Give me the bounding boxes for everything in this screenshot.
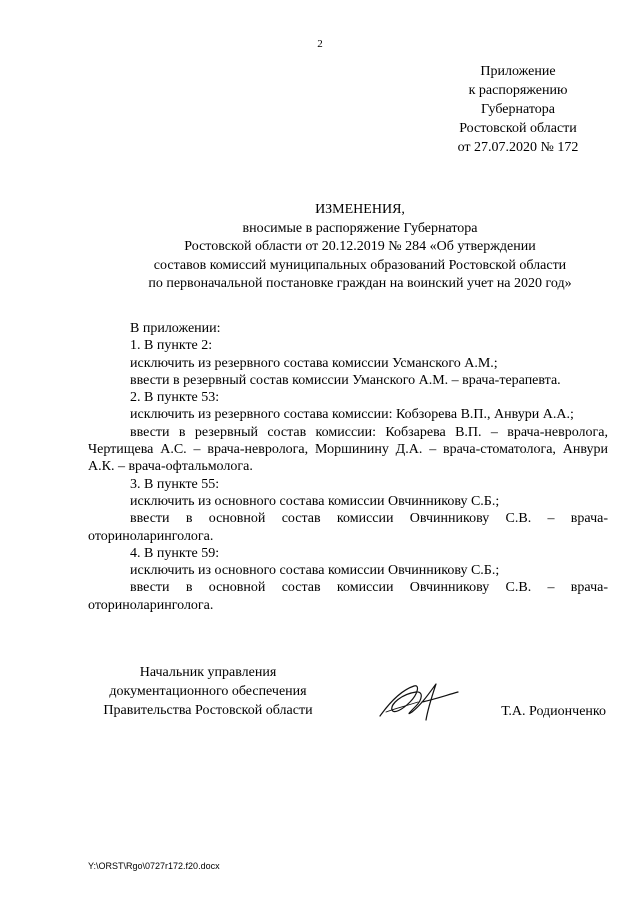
appendix-line: к распоряжению bbox=[468, 83, 568, 98]
body-paragraph: 3. В пункте 55: bbox=[130, 476, 220, 492]
page-number: 2 bbox=[317, 38, 323, 50]
document-body bbox=[88, 320, 608, 614]
body-paragraph: В приложении: bbox=[130, 321, 221, 336]
footer-file-path: Y:\ORST\Rgo\0727r172.f20.docx bbox=[88, 861, 220, 871]
handwritten-signature bbox=[372, 672, 462, 732]
position-line: Правительства Ростовской области bbox=[103, 703, 313, 718]
body-paragraph: исключить из основного состава комиссии Овчинникову С.Б.; bbox=[130, 563, 500, 579]
body-paragraph: 4. В пункте 59: bbox=[130, 545, 220, 561]
document-title: ИЗМЕНЕНИЯ, bbox=[315, 202, 405, 217]
body-paragraph: исключить из основного состава комиссии Овчинникову С.Б.; bbox=[130, 493, 500, 509]
body-paragraph: ввести в основной состав комиссии Овчинникову С.В. – врача-оториноларинголога. bbox=[88, 511, 608, 544]
appendix-line: Губернатора bbox=[480, 102, 556, 117]
signatory-name: Т.А. Родионченко bbox=[501, 704, 606, 719]
body-paragraph: ввести в основной состав комиссии Овчинникову С.В. – врача-оториноларинголога. bbox=[88, 580, 608, 613]
heading-line: по первоначальной постановке граждан на воинский учет на 2020 год» bbox=[148, 276, 572, 291]
heading-line: вносимые в распоряжение Губернатора bbox=[242, 220, 478, 236]
appendix-line: от 27.07.2020 № 172 bbox=[457, 140, 579, 155]
heading-line: составов комиссий муниципальных образований Ростовской области bbox=[153, 257, 567, 273]
appendix-line: Приложение bbox=[480, 64, 556, 79]
position-line: Начальник управления bbox=[139, 665, 277, 680]
body-paragraph: 2. В пункте 53: bbox=[130, 390, 220, 406]
position-line: документационного обеспечения bbox=[109, 684, 307, 699]
signatory-position bbox=[88, 663, 328, 720]
appendix-header bbox=[430, 62, 606, 157]
body-paragraph: ввести в резервный состав комиссии: Кобзарева В.П. – врача-невролога, Чертищева А.С. – врача-невролога, Моршинину Д.А. – врача-стоматолога, Анвури А.К. – врача-офтальмолога. bbox=[88, 424, 608, 475]
heading-line: Ростовской области от 20.12.2019 № 284 «Об утверждении bbox=[184, 239, 536, 254]
body-paragraph: ввести в резервный состав комиссии Уманского А.М. – врача-терапевта. bbox=[130, 372, 561, 388]
body-paragraph: исключить из резервного состава комиссии: Кобзорева В.П., Анвури А.А.; bbox=[130, 407, 574, 423]
body-paragraph: исключить из резервного состава комиссии Усманского А.М.; bbox=[130, 355, 498, 371]
document-heading bbox=[80, 201, 640, 294]
appendix-line: Ростовской области bbox=[459, 121, 577, 136]
body-paragraph: 1. В пункте 2: bbox=[130, 338, 213, 354]
